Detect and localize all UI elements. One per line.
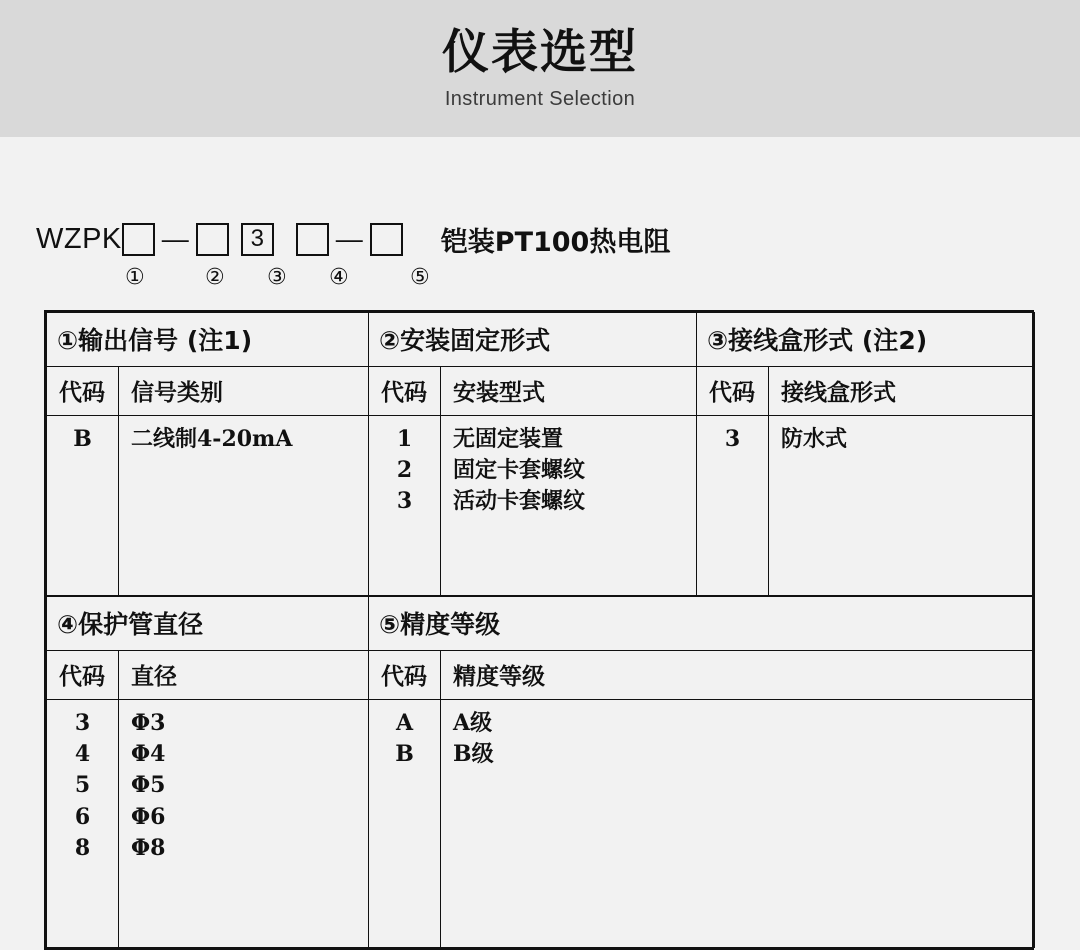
cell-value-4-5: Φ8 bbox=[131, 834, 166, 861]
col-head-value-5: 精度等级 bbox=[441, 651, 1035, 700]
group-title-2: ②安装固定形式 bbox=[369, 313, 697, 367]
page-subtitle: Instrument Selection bbox=[444, 88, 636, 111]
model-box-3[interactable]: 3 bbox=[241, 223, 274, 256]
cell-value-5-2: B级 bbox=[453, 741, 494, 768]
table-row-data bbox=[47, 416, 1035, 596]
marker-1: ① bbox=[125, 265, 145, 290]
marker-5: ⑤ bbox=[410, 265, 430, 290]
col-head-value-2: 安装型式 bbox=[441, 367, 697, 416]
group-title-4: ④保护管直径 bbox=[47, 597, 369, 651]
page-banner bbox=[0, 0, 1080, 137]
model-box-1[interactable] bbox=[122, 223, 155, 256]
cell-code-4-3: 5 bbox=[74, 772, 91, 799]
group-title-1: ①输出信号 (注1) bbox=[47, 313, 369, 367]
table-row-data-lower bbox=[47, 700, 1035, 948]
col-head-code-1: 代码 bbox=[47, 367, 119, 416]
model-dash-1: — bbox=[161, 223, 189, 254]
cell-code-4-4: 6 bbox=[74, 803, 91, 830]
page-title: 仪表选型 bbox=[442, 24, 638, 80]
cell-value-3-1: 防水式 bbox=[769, 416, 1035, 596]
marker-3: ③ bbox=[267, 265, 287, 290]
selection-tables bbox=[44, 310, 1034, 950]
model-box-4[interactable] bbox=[296, 223, 329, 256]
cell-value-2-2: 固定卡套螺纹 bbox=[453, 457, 586, 484]
selection-table-lower bbox=[46, 596, 1035, 948]
cell-value-4-4: Φ6 bbox=[131, 803, 166, 830]
table-row-group-titles bbox=[47, 313, 1035, 367]
cell-code-4-2: 4 bbox=[74, 741, 91, 768]
col-head-code-5: 代码 bbox=[369, 651, 441, 700]
cell-code-4-1: 3 bbox=[74, 710, 91, 736]
cell-code-2-2: 2 bbox=[396, 457, 413, 484]
col-head-value-4: 直径 bbox=[119, 651, 369, 700]
model-dash-2: — bbox=[335, 223, 363, 254]
model-prefix: WZPK bbox=[36, 222, 122, 255]
cell-value-2-list bbox=[441, 416, 697, 596]
cell-code-2-3: 3 bbox=[396, 488, 413, 515]
cell-value-4-1: Φ3 bbox=[131, 710, 166, 736]
group-title-5: ⑤精度等级 bbox=[369, 597, 1035, 651]
marker-4: ④ bbox=[329, 265, 349, 290]
cell-value-4-list bbox=[119, 700, 369, 948]
cell-code-5-list bbox=[369, 700, 441, 948]
col-head-code-4: 代码 bbox=[47, 651, 119, 700]
col-head-code-2: 代码 bbox=[369, 367, 441, 416]
col-head-value-3: 接线盒形式 bbox=[769, 367, 1035, 416]
group-title-3: ③接线盒形式 (注2) bbox=[697, 313, 1035, 367]
cell-value-2-1: 无固定装置 bbox=[453, 426, 564, 452]
model-marker-row bbox=[36, 265, 496, 295]
cell-code-3-1: 3 bbox=[697, 416, 769, 596]
cell-code-4-list bbox=[47, 700, 119, 948]
col-head-value-1: 信号类别 bbox=[119, 367, 369, 416]
cell-code-4-5: 8 bbox=[74, 834, 91, 861]
cell-value-2-3: 活动卡套螺纹 bbox=[453, 488, 586, 515]
model-description: 铠装PT100热电阻 bbox=[440, 226, 671, 258]
cell-value-4-3: Φ5 bbox=[131, 772, 166, 799]
table-row-column-headers bbox=[47, 367, 1035, 416]
selection-table-upper bbox=[46, 312, 1035, 596]
cell-value-1-1: 二线制4-20mA bbox=[119, 416, 369, 596]
cell-code-5-1: A bbox=[395, 710, 414, 736]
cell-code-5-2: B bbox=[395, 741, 414, 768]
cell-value-5-1: A级 bbox=[453, 710, 493, 736]
model-box-2[interactable] bbox=[196, 223, 229, 256]
model-code-row bbox=[36, 219, 670, 259]
cell-value-5-list bbox=[441, 700, 1035, 948]
model-box-5[interactable] bbox=[370, 223, 403, 256]
cell-code-2-1: 1 bbox=[396, 426, 413, 452]
table-row-column-headers-lower bbox=[47, 651, 1035, 700]
col-head-code-3: 代码 bbox=[697, 367, 769, 416]
marker-2: ② bbox=[205, 265, 225, 290]
cell-value-4-2: Φ4 bbox=[131, 741, 166, 768]
cell-code-1-1: B bbox=[47, 416, 119, 596]
table-row-group-titles-lower bbox=[47, 597, 1035, 651]
cell-code-2-list bbox=[369, 416, 441, 596]
